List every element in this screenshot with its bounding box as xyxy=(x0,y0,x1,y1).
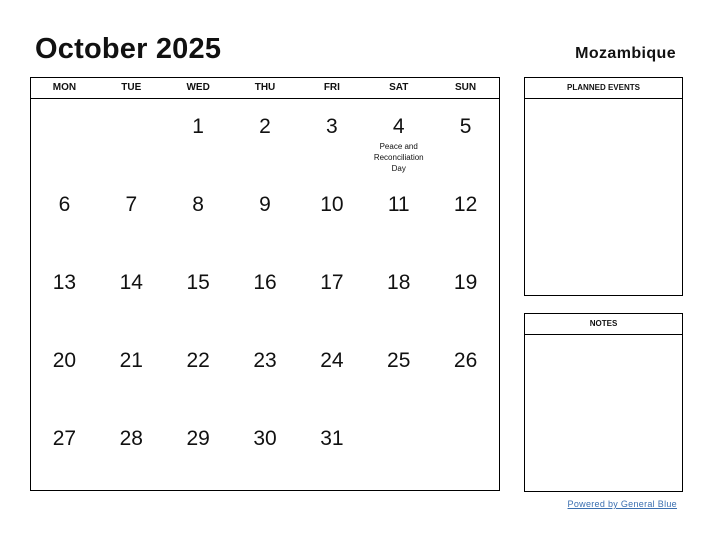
day-number: 29 xyxy=(186,427,210,450)
day-number: 10 xyxy=(320,193,344,216)
day-number: 15 xyxy=(186,271,210,294)
day-number: 17 xyxy=(320,271,344,294)
week-row xyxy=(31,99,499,177)
day-cell xyxy=(432,177,499,255)
day-number: 11 xyxy=(387,193,410,216)
day-cell xyxy=(365,255,432,333)
day-cell xyxy=(98,177,165,255)
weekday-label: TUE xyxy=(121,82,142,93)
day-cell xyxy=(98,255,165,333)
day-number: 24 xyxy=(320,349,344,372)
day-cell xyxy=(432,333,499,411)
day-cell xyxy=(365,177,432,255)
weekday-header xyxy=(31,78,499,99)
day-number: 21 xyxy=(119,349,143,372)
day-cell xyxy=(232,411,299,489)
day-cell xyxy=(165,333,232,411)
day-number: 26 xyxy=(453,349,478,372)
holiday-label: Peace and Reconciliation Day xyxy=(373,142,424,173)
day-number: 5 xyxy=(459,115,472,138)
day-number: 2 xyxy=(259,115,271,138)
planned-events-panel xyxy=(524,77,683,296)
weekday-label: THU xyxy=(254,82,276,93)
day-number: 31 xyxy=(320,427,344,450)
day-number: 18 xyxy=(387,271,411,294)
weekday-label: FRI xyxy=(323,82,340,93)
calendar-grid xyxy=(30,77,500,491)
day-cell xyxy=(232,333,299,411)
week-row xyxy=(31,255,499,333)
planned-events-heading: PLANNED EVENTS xyxy=(525,78,682,99)
week-row xyxy=(31,411,499,489)
day-number: 4 xyxy=(392,115,405,138)
day-number: 8 xyxy=(192,193,204,216)
week-row xyxy=(31,333,499,411)
day-number: 6 xyxy=(58,193,71,216)
day-number: 20 xyxy=(52,349,77,372)
weekday-label: WED xyxy=(186,82,210,93)
day-number: 23 xyxy=(253,349,277,372)
day-cell xyxy=(432,99,499,177)
day-number: 7 xyxy=(125,193,138,216)
day-cell xyxy=(298,177,365,255)
day-cell xyxy=(232,255,299,333)
day-cell xyxy=(165,255,232,333)
day-cell xyxy=(432,255,499,333)
notes-heading: NOTES xyxy=(525,314,682,335)
day-cell xyxy=(98,99,165,177)
day-cell xyxy=(298,333,365,411)
powered-by-link[interactable]: Powered by General Blue xyxy=(567,499,677,509)
day-number: 22 xyxy=(186,349,210,372)
day-number: 27 xyxy=(52,427,77,450)
day-cell xyxy=(365,411,432,489)
day-cell xyxy=(298,255,365,333)
country-label: Mozambique xyxy=(575,45,676,62)
day-cell xyxy=(31,411,98,489)
day-cell xyxy=(365,99,432,177)
day-number: 12 xyxy=(453,193,478,216)
calendar-body xyxy=(31,99,499,489)
day-cell xyxy=(31,99,98,177)
day-number: 9 xyxy=(259,193,271,216)
day-cell xyxy=(165,99,232,177)
day-cell xyxy=(232,99,299,177)
day-cell xyxy=(298,99,365,177)
notes-panel xyxy=(524,313,683,492)
day-cell xyxy=(31,333,98,411)
day-cell xyxy=(165,411,232,489)
week-row xyxy=(31,177,499,255)
day-cell xyxy=(31,177,98,255)
weekday-label: SAT xyxy=(389,82,409,93)
page-title: October 2025 xyxy=(35,33,222,65)
day-cell xyxy=(232,177,299,255)
day-number: 19 xyxy=(453,271,478,294)
day-number: 16 xyxy=(253,271,277,294)
day-cell xyxy=(98,411,165,489)
day-number: 1 xyxy=(192,115,204,138)
day-number: 25 xyxy=(387,349,411,372)
day-cell xyxy=(98,333,165,411)
day-number: 30 xyxy=(253,427,277,450)
day-cell xyxy=(165,177,232,255)
day-cell xyxy=(31,255,98,333)
day-cell xyxy=(298,411,365,489)
day-cell xyxy=(432,411,499,489)
weekday-label: SUN xyxy=(455,82,477,93)
day-cell xyxy=(365,333,432,411)
day-number: 28 xyxy=(119,427,143,450)
day-number: 14 xyxy=(119,271,143,294)
day-number: 3 xyxy=(326,115,338,138)
weekday-label: MON xyxy=(52,82,77,93)
day-number: 13 xyxy=(52,271,77,294)
